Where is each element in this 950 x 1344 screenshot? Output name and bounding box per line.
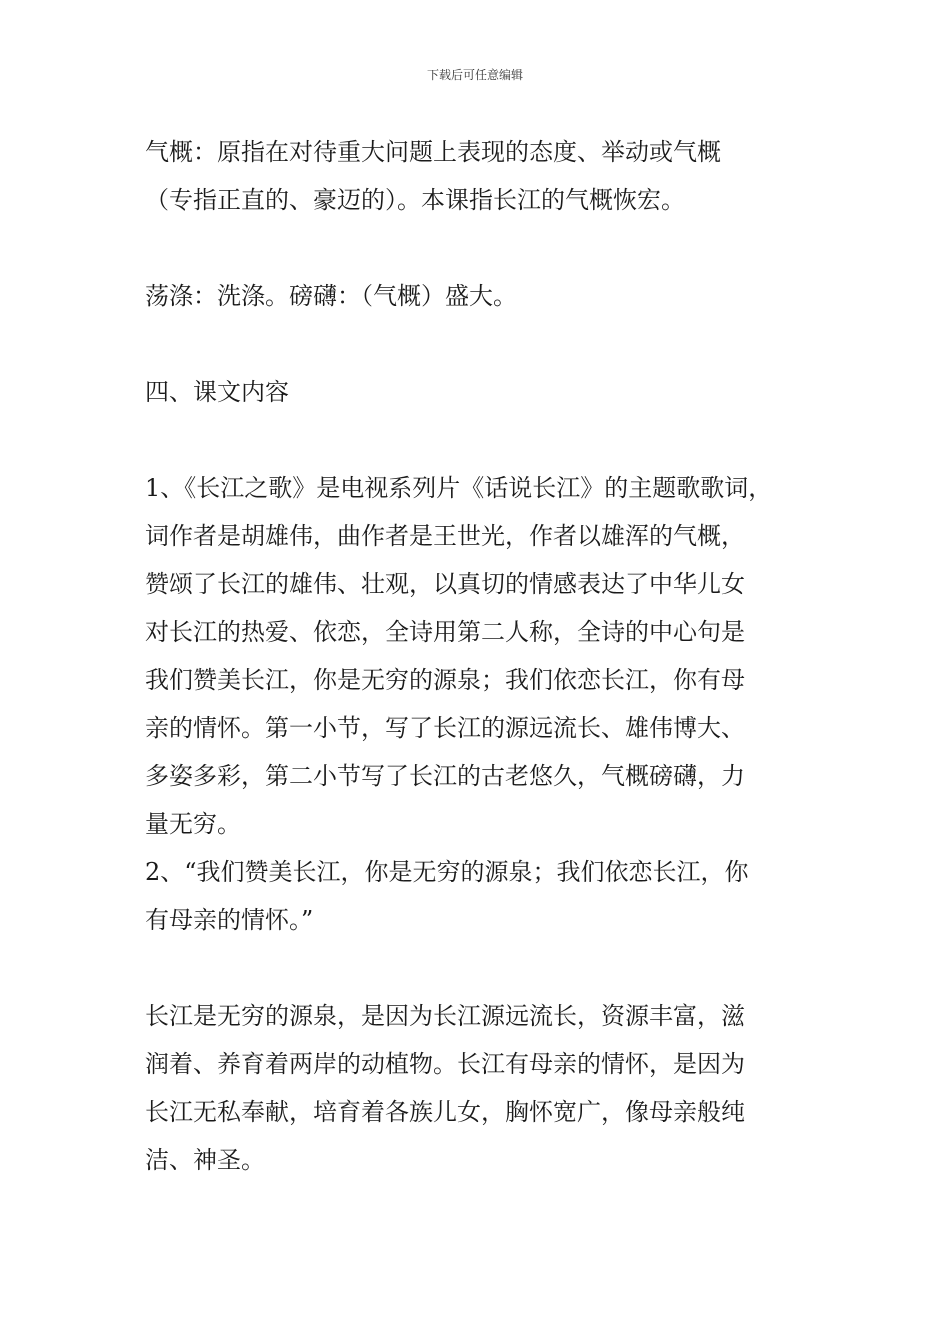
text-line: 量无穷。 <box>145 810 241 838</box>
text-line: 荡涤：洗涤。磅礴：（气概）盛大。 <box>145 282 517 310</box>
text-line: 2、“我们赞美长江，你是无穷的源泉；我们依恋长江，你 <box>145 858 749 886</box>
text-line: 亲的情怀。第一小节，写了长江的源远流长、雄伟博大、 <box>145 714 745 742</box>
document-body <box>145 128 845 1184</box>
paragraph-gap <box>145 944 845 992</box>
text-line: （专指正直的、豪迈的）。本课指长江的气概恢宏。 <box>145 186 685 214</box>
text-line: 润着、养育着两岸的动植物。长江有母亲的情怀，是因为 <box>145 1050 745 1078</box>
text-line: 多姿多彩，第二小节写了长江的古老悠久，气概磅礴，力 <box>145 762 745 790</box>
text-line: 对长江的热爱、依恋，全诗用第二人称，全诗的中心句是 <box>145 618 745 646</box>
text-line: 气概：原指在对待重大问题上表现的态度、举动或气概 <box>145 138 721 166</box>
text-line: 我们赞美长江，你是无穷的源泉；我们依恋长江，你有母 <box>145 666 745 694</box>
text-line: 长江无私奉献，培育着各族儿女，胸怀宽广，像母亲般纯 <box>145 1098 745 1126</box>
header-note: 下载后可任意编辑 <box>426 68 523 82</box>
paragraph-gap <box>145 224 845 272</box>
paragraph-gap <box>145 416 845 464</box>
section-heading: 四、课文内容 <box>145 378 289 406</box>
text-line: 洁、神圣。 <box>145 1146 265 1174</box>
paragraph-gap <box>145 320 845 368</box>
text-line: 有母亲的情怀。” <box>145 906 314 934</box>
text-line: 1、《长江之歌》是电视系列片《话说长江》的主题歌歌词， <box>145 474 773 502</box>
text-line: 词作者是胡雄伟，曲作者是王世光，作者以雄浑的气概， <box>145 522 745 550</box>
text-line: 赞颂了长江的雄伟、壮观，以真切的情感表达了中华儿女 <box>145 570 745 598</box>
text-line: 长江是无穷的源泉，是因为长江源远流长，资源丰富，滋 <box>145 1002 745 1030</box>
